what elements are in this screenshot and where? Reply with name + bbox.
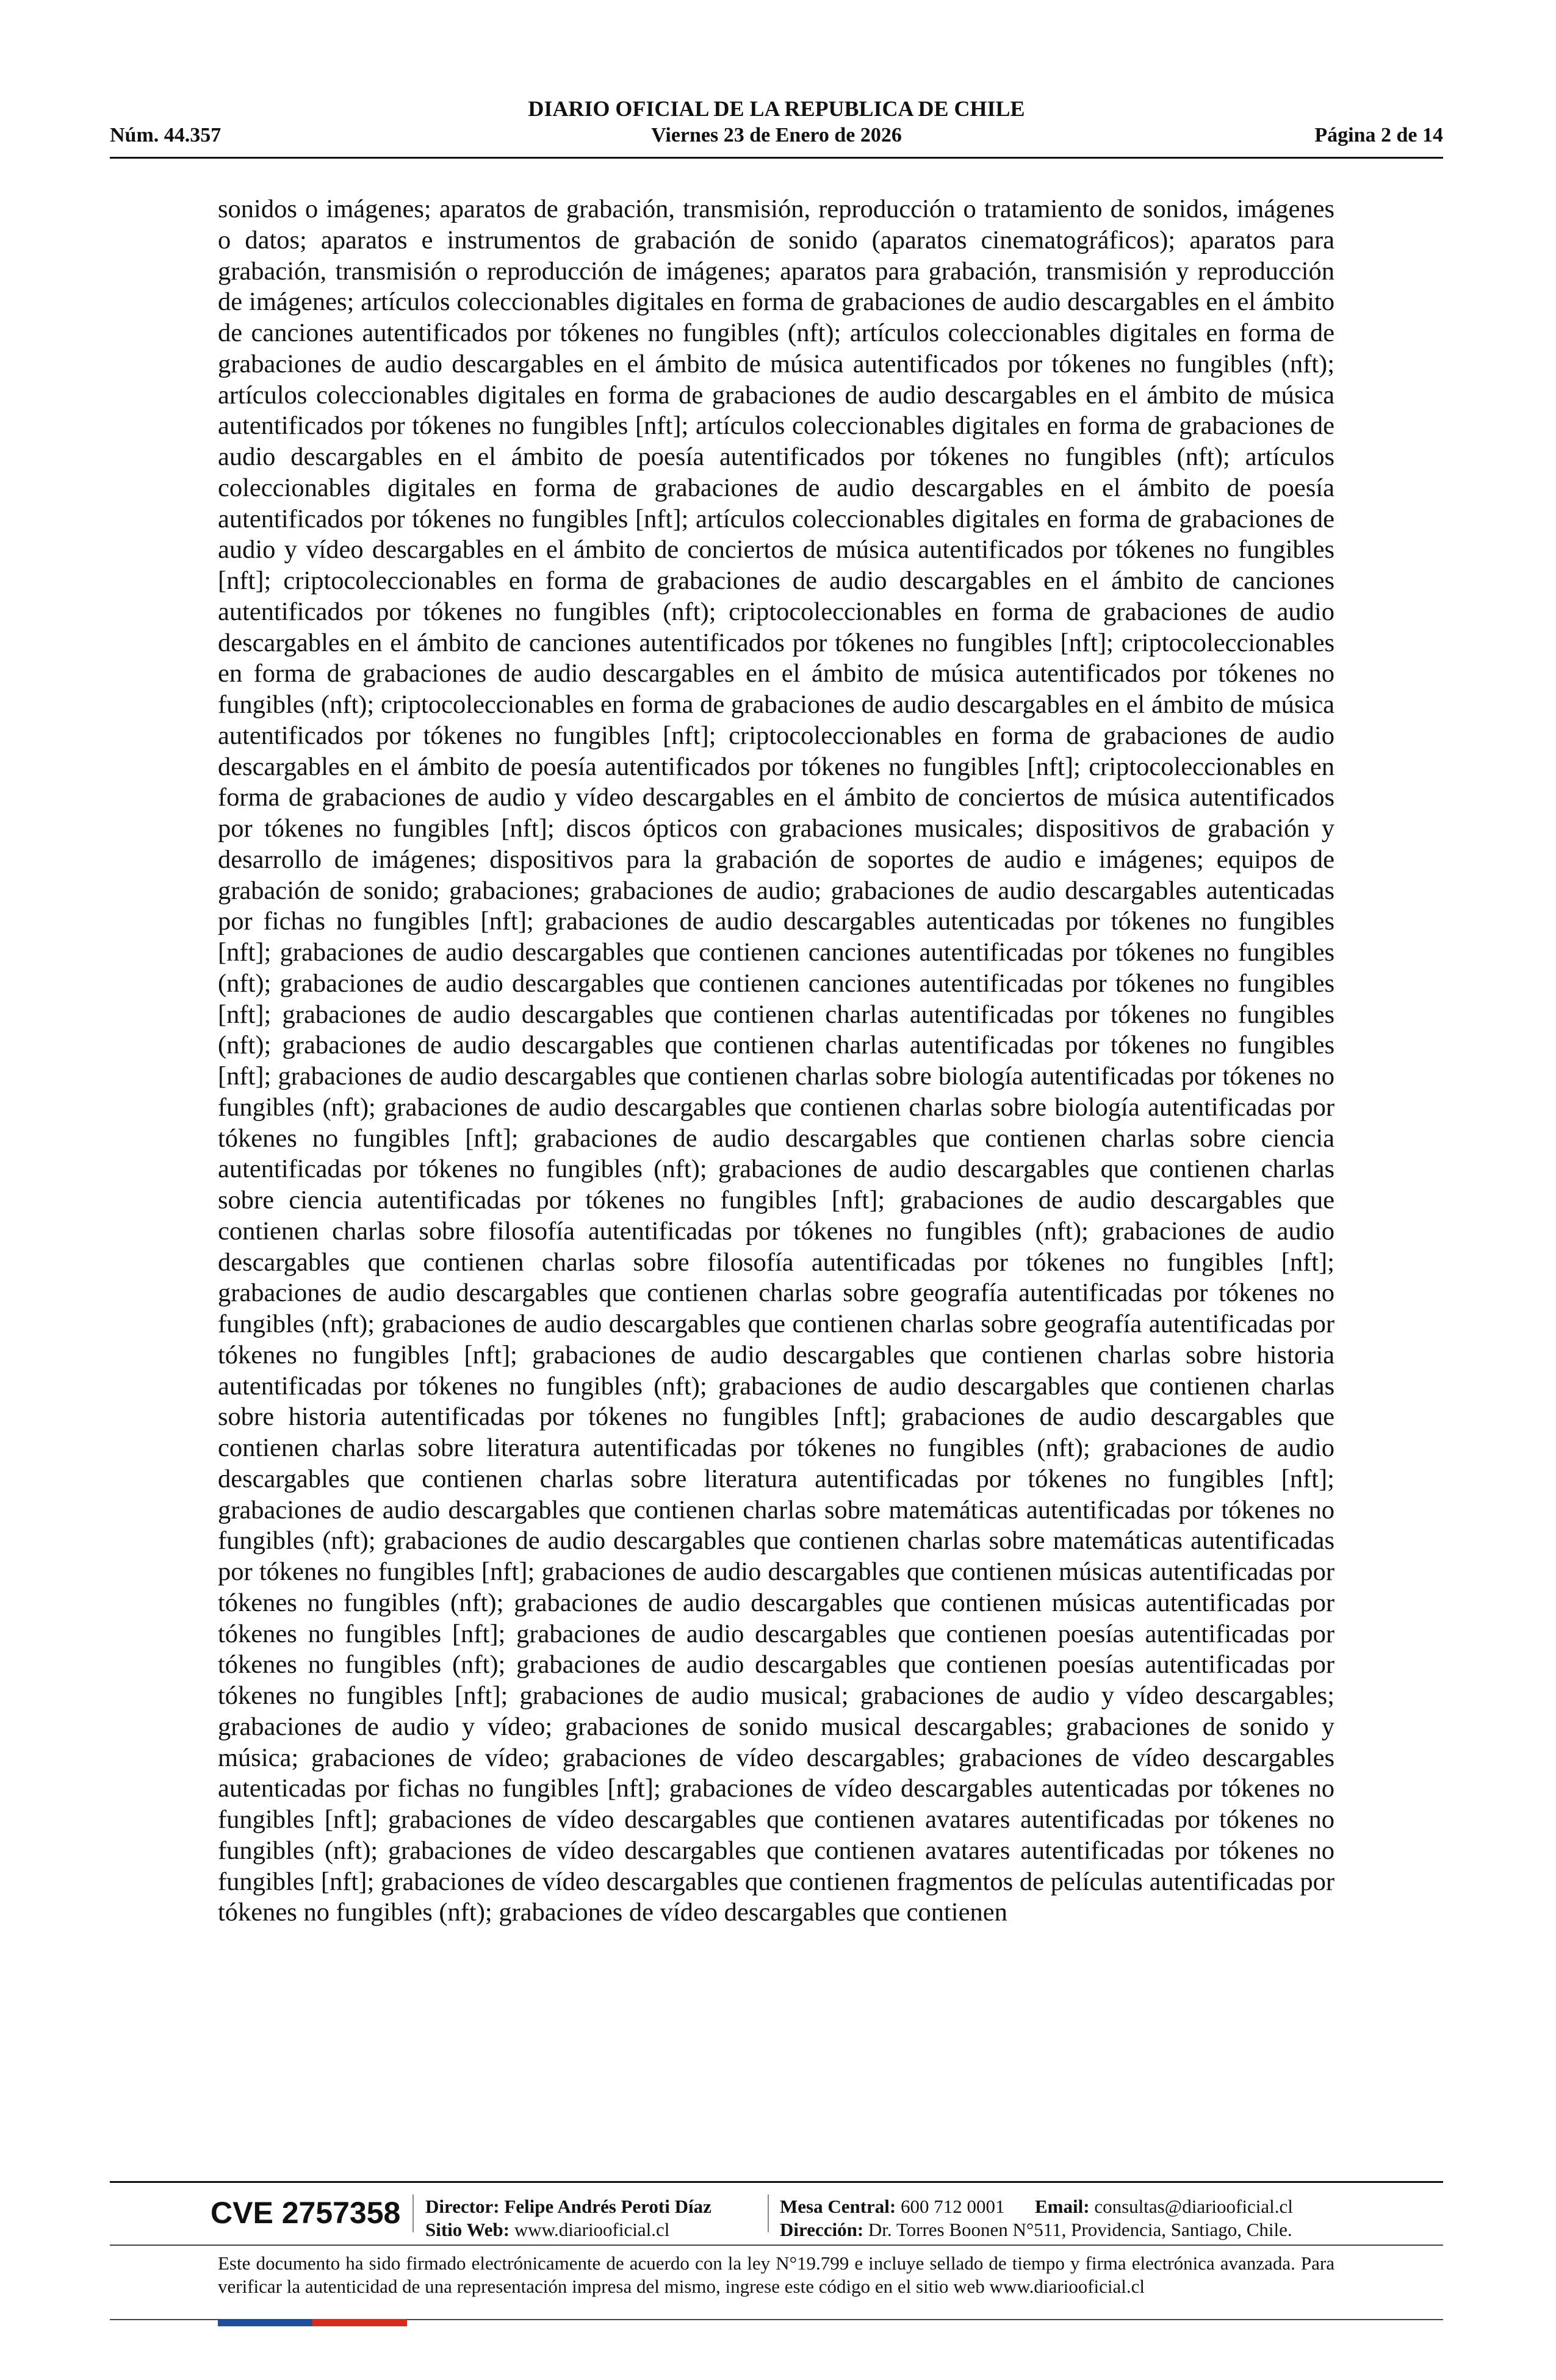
- director-line: [425, 2195, 711, 2218]
- footer-separator: [412, 2194, 414, 2232]
- footer-divider-middle: [110, 2245, 1443, 2246]
- footer-separator: [768, 2194, 769, 2232]
- footer-divider-top: [110, 2181, 1443, 2183]
- body-paragraph: sonidos o imágenes; aparatos de grabación, transmisión, reproducción o tratamiento de sonidos, imágenes o datos; aparatos e instrumentos de grabación de sonido (aparatos cinematográficos); aparatos para grabación, transmisión o reproducción de imágenes; aparatos para grabación, transmisión y reproducción de imágenes; artículos coleccionables digitales en forma de grabaciones de audio descargables en el ámbito de canciones autentificados por tókenes no fungibles (nft); artículos coleccionables digitales en forma de grabaciones de audio descargables en el ámbito de música autentificados por tókenes no fungibles (nft); artículos coleccionables digitales en forma de grabaciones de audio descargables en el ámbito de música autentificados por tókenes no fungibles [nft]; artículos coleccionables digitales en forma de grabaciones de audio descargables en el ámbito de poesía autentificados por tókenes no fungibles (nft); artículos coleccionables digitales en forma de grabaciones de audio descargables en el ámbito de poesía autentificados por tókenes no fungibles [nft]; artículos coleccionables digitales en forma de grabaciones de audio y vídeo descargables en el ámbito de conciertos de música autentificados por tókenes no fungibles [nft]; criptocoleccionables en forma de grabaciones de audio descargables en el ámbito de canciones autentificados por tókenes no fungibles (nft); criptocoleccionables en forma de grabaciones de audio descargables en el ámbito de canciones autentificados por tókenes no fungibles [nft]; criptocoleccionables en forma de grabaciones de audio descargables en el ámbito de música autentificados por tókenes no fungibles (nft); criptocoleccionables en forma de grabaciones de audio descargables en el ámbito de música autentificados por tókenes no fungibles [nft]; criptocoleccionables en forma de grabaciones de audio descargables en el ámbito de poesía autentificados por tókenes no fungibles [nft]; criptocoleccionables en forma de grabaciones de audio y vídeo descargables en el ámbito de conciertos de música autentificados por tókenes no fungibles [nft]; discos ópticos con grabaciones musicales; dispositivos de grabación y desarrollo de imágenes; dispositivos para la grabación de soportes de audio e imágenes; equipos de grabación de sonido; grabaciones; grabaciones de audio; grabaciones de audio descargables autenticadas por fichas no fungibles [nft]; grabaciones de audio descargables autenticadas por tókenes no fungibles [nft]; grabaciones de audio descargables que contienen canciones autentificadas por tókenes no fungibles (nft); grabaciones de audio descargables que contienen canciones autentificadas por tókenes no fungibles [nft]; grabaciones de audio descargables que contienen charlas autentificadas por tókenes no fungibles (nft); grabaciones de audio descargables que contienen charlas autentificadas por tókenes no fungibles [nft]; grabaciones de audio descargables que contienen charlas sobre biología autentificadas por tókenes no fungibles (nft); grabaciones de audio descargables que contienen charlas sobre biología autentificadas por tókenes no fungibles [nft]; grabaciones de audio descargables que contienen charlas sobre ciencia autentificadas por tókenes no fungibles (nft); grabaciones de audio descargables que contienen charlas sobre ciencia autentificadas por tókenes no fungibles [nft]; grabaciones de audio descargables que contienen charlas sobre filosofía autentificadas por tókenes no fungibles (nft); grabaciones de audio descargables que contienen charlas sobre filosofía autentificadas por tókenes no fungibles [nft]; grabaciones de audio descargables que contienen charlas sobre geografía autentificadas por tókenes no fungibles (nft); grabaciones de audio descargables que contienen charlas sobre geografía autentificadas por tókenes no fungibles [nft]; grabaciones de audio descargables que contienen charlas sobre historia autentificadas por tókenes no fungibles (nft); grabaciones de audio descargables que contienen charlas sobre historia autentificadas por tókenes no fungibles [nft]; grabaciones de audio descargables que contienen charlas sobre literatura autentificadas por tókenes no fungibles (nft); grabaciones de audio descargables que contienen charlas sobre literatura autentificadas por tókenes no fungibles [nft]; grabaciones de audio descargables que contienen charlas sobre matemáticas autentificadas por tókenes no fungibles (nft); grabaciones de audio descargables que contienen charlas sobre matemáticas autentificadas por tókenes no fungibles [nft]; grabaciones de audio descargables que contienen músicas autentificadas por tókenes no fungibles (nft); grabaciones de audio descargables que contienen músicas autentificadas por tókenes no fungibles [nft]; grabaciones de audio descargables que contienen poesías autentificadas por tókenes no fungibles (nft); grabaciones de audio descargables que contienen poesías autentificadas por tókenes no fungibles [nft]; grabaciones de audio musical; grabaciones de audio y vídeo descargables; grabaciones de audio y vídeo; grabaciones de sonido musical descargables; grabaciones de sonido y música; grabaciones de vídeo; grabaciones de vídeo descargables; grabaciones de vídeo descargables autenticadas por fichas no fungibles [nft]; grabaciones de vídeo descargables autenticadas por tókenes no fungibles [nft]; grabaciones de vídeo descargables que contienen avatares autentificadas por tókenes no fungibles (nft); grabaciones de vídeo descargables que contienen avatares autentificadas por tókenes no fungibles [nft]; grabaciones de vídeo descargables que contienen fragmentos de películas autentificadas por tókenes no fungibles (nft); grabaciones de vídeo descargables que contienen: [218, 195, 1334, 1927]
- flag-red-segment: [312, 2319, 407, 2326]
- site-label: Sitio Web:: [425, 2219, 510, 2240]
- publication-title: DIARIO OFICIAL DE LA REPUBLICA DE CHILE: [528, 96, 1025, 121]
- director-value: Felipe Andrés Peroti Díaz: [504, 2196, 711, 2217]
- header-divider: [110, 157, 1443, 159]
- legal-notice: Este documento ha sido firmado electrónicamente de acuerdo con la ley N°19.799 e incluye sellado de tiempo y firma electrónica avanzada. Para verificar la autenticidad de una representación impresa del mismo, ingrese este código en el sitio web www.diariooficial.cl: [218, 2252, 1334, 2297]
- issue-number: Núm. 44.357: [110, 124, 222, 146]
- page-indicator: Página 2 de 14: [1314, 124, 1443, 146]
- email-label: Email:: [1035, 2196, 1090, 2217]
- flag-blue-segment: [218, 2319, 312, 2326]
- site-link[interactable]: www.diariooficial.cl: [514, 2219, 670, 2240]
- phone-label: Mesa Central:: [780, 2196, 896, 2217]
- email-link[interactable]: consultas@diariooficial.cl: [1094, 2196, 1293, 2217]
- flag-stripe: [218, 2319, 407, 2326]
- phone-value: 600 712 0001: [901, 2196, 1005, 2217]
- cve-code: CVE 2757358: [211, 2196, 401, 2230]
- footer-contact-right: [780, 2195, 1293, 2241]
- address-line: [780, 2218, 1293, 2241]
- address-value: Dr. Torres Boonen N°511, Providencia, Santiago, Chile.: [868, 2219, 1292, 2240]
- page-header: [110, 92, 1443, 159]
- issue-date: Viernes 23 de Enero de 2026: [651, 124, 902, 146]
- phone-email-line: [780, 2195, 1293, 2218]
- footer-contact-left: [425, 2195, 711, 2241]
- address-label: Dirección:: [780, 2219, 864, 2240]
- site-line: [425, 2218, 711, 2241]
- director-label: Director:: [425, 2196, 500, 2217]
